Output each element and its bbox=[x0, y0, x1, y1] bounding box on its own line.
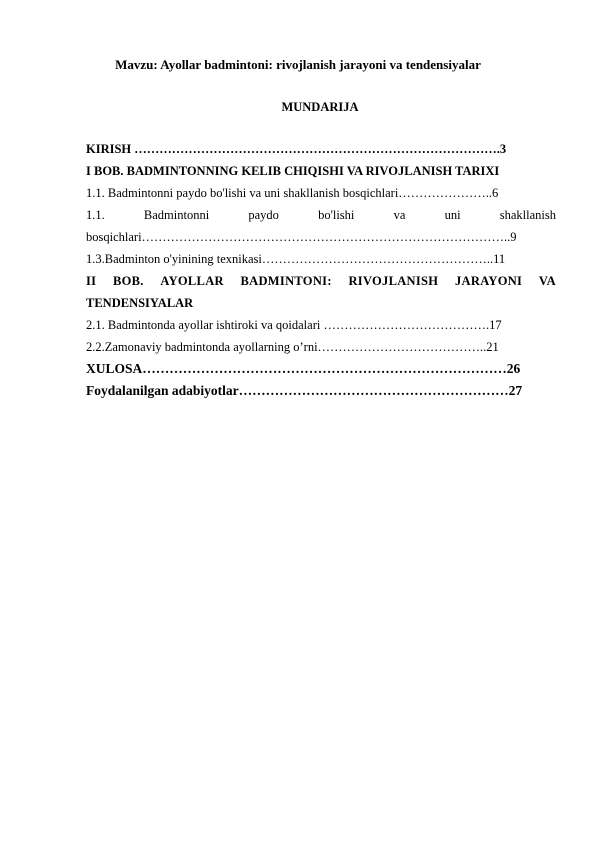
toc-entry-1-1-repeat-continuation: bosqichlari……………………………………………………………………………..9 bbox=[86, 230, 517, 244]
toc-word: bo'lishi bbox=[318, 208, 355, 222]
contents-heading: MUNDARIJA bbox=[281, 100, 359, 114]
toc-word: 1.1. bbox=[86, 208, 105, 222]
toc-entry-chapter-2 bbox=[86, 270, 556, 292]
toc-word: va bbox=[393, 208, 406, 222]
toc-entry-2-1: 2.1. Badmintonda ayollar ishtiroki va qoidalari ………………………………….17 bbox=[86, 318, 502, 332]
toc-word: BOB. bbox=[113, 274, 144, 288]
toc-word: paydo bbox=[248, 208, 279, 222]
toc-entry-conclusion: XULOSA………………………………………………………………………26 bbox=[86, 361, 521, 376]
toc-entry-1-1: 1.1. Badmintonni paydo bo'lishi va uni shakllanish bosqichlari…………………..6 bbox=[86, 186, 499, 200]
toc-word: II bbox=[86, 274, 97, 288]
toc-word: JARAYONI bbox=[454, 274, 523, 288]
toc-word: AYOLLAR bbox=[160, 274, 224, 288]
table-of-contents bbox=[86, 138, 556, 402]
toc-entry-1-1-repeat bbox=[86, 204, 556, 226]
toc-word: VA bbox=[538, 274, 556, 288]
toc-entry-references: Foydalanilgan adabiyotlar……………………………………………………27 bbox=[86, 383, 523, 398]
toc-entry-chapter-2-continuation: TENDENSIYALAR bbox=[86, 296, 194, 310]
toc-word: BADMINTONI: bbox=[240, 274, 332, 288]
toc-entry-chapter-1: I BOB. BADMINTONNING KELIB CHIQISHI VA RIVOJLANISH TARIXI bbox=[86, 164, 500, 178]
toc-entry-1-3: 1.3.Badminton o'yinining texnikasi………………………………………………..11 bbox=[86, 252, 506, 266]
toc-word: RIVOJLANISH bbox=[348, 274, 439, 288]
toc-word: uni bbox=[444, 208, 461, 222]
toc-entry-intro: KIRISH …………………………………………………………………………….3 bbox=[86, 142, 507, 156]
toc-entry-2-2: 2.2.Zamonaviy badmintonda ayollarning o’rni…………………………………..21 bbox=[86, 340, 499, 354]
document-title: Mavzu: Ayollar badmintoni: rivojlanish jarayoni va tendensiyalar bbox=[115, 57, 481, 72]
toc-word: shakllanish bbox=[499, 208, 556, 222]
toc-word: Badmintonni bbox=[143, 208, 210, 222]
